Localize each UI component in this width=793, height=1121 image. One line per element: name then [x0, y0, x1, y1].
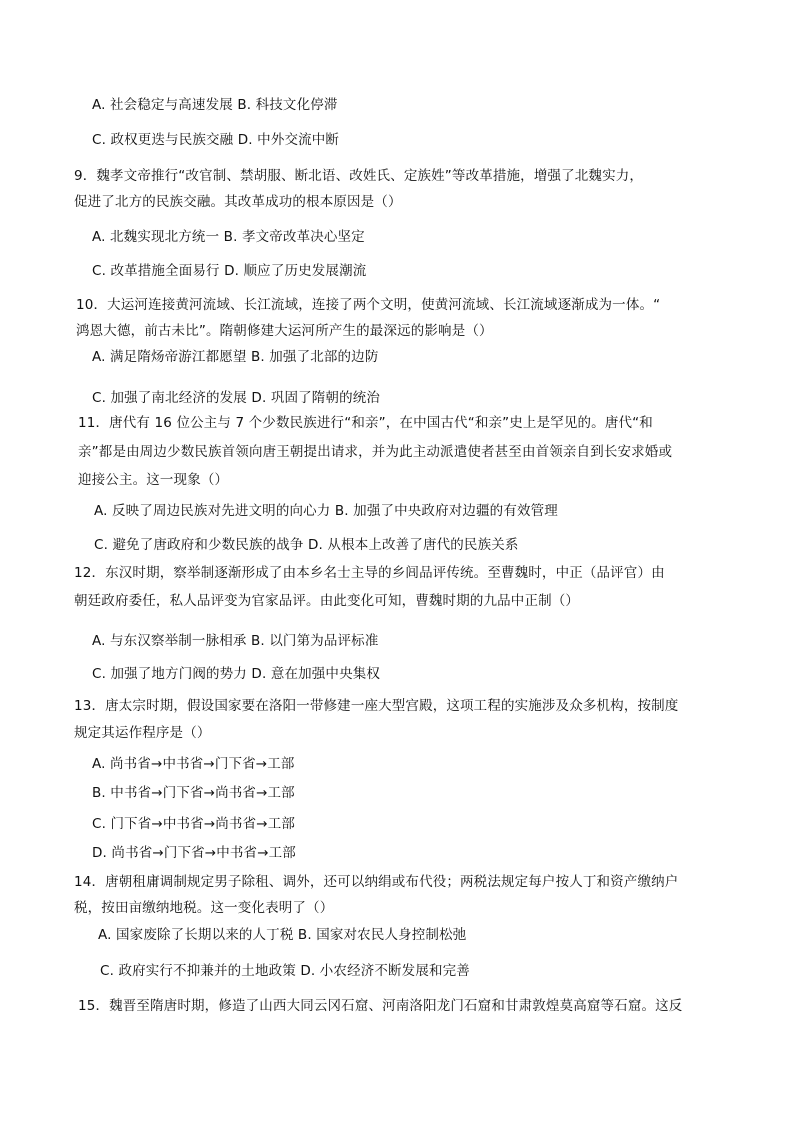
q11-options-cd: C. 避免了唐政府和少数民族的战争 D. 从根本上改善了唐代的民族关系 [94, 537, 519, 553]
q14-stem-line1: 14．唐朝租庸调制规定男子除租、调外，还可以纳绢或布代役；两税法规定每户按人丁和资产缴纳户 [74, 874, 679, 890]
q13-stem-line2: 规定其运作程序是（） [74, 725, 211, 741]
q9-stem-line1: 9．魏孝文帝推行“改官制、禁胡服、断北语、改姓氏、定族姓”等改革措施，增强了北魏实力， [74, 168, 644, 184]
q10-stem-line1: 10．大运河连接黄河流域、长江流域，连接了两个文明，使黄河流域、长江流域逐渐成为一体。“ [76, 297, 661, 313]
q12-options-ab: A. 与东汉察举制一脉相承 B. 以门第为品评标准 [92, 633, 379, 649]
q13-option-c: C. 门下省→中书省→尚书省→工部 [92, 816, 295, 832]
q8-options-ab: A. 社会稳定与高速发展 B. 科技文化停滞 [92, 97, 338, 113]
q13-option-b: B. 中书省→门下省→尚书省→工部 [92, 785, 295, 801]
q12-options-cd: C. 加强了地方门阀的势力 D. 意在加强中央集权 [92, 666, 381, 682]
q12-stem-line1: 12．东汉时期，察举制逐渐形成了由本乡名士主导的乡闾品评传统。至曹魏时，中正（品评官）由 [74, 565, 665, 581]
q11-stem-line3: 迎接公主。这一现象（） [78, 472, 229, 488]
q10-options-ab: A. 满足隋炀帝游江都愿望 B. 加强了北部的边防 [92, 349, 379, 365]
q12-stem-line2: 朝廷政府委任，私人品评变为官家品评。由此变化可知，曹魏时期的九品中正制（） [74, 593, 580, 609]
q10-stem-line2: 鸿恩大德，前古未比”。隋朝修建大运河所产生的最深远的影响是（） [76, 323, 493, 339]
q14-options-cd: C. 政府实行不抑兼并的土地政策 D. 小农经济不断发展和完善 [100, 963, 470, 979]
q10-options-cd: C. 加强了南北经济的发展 D. 巩固了隋朝的统治 [92, 390, 381, 406]
q14-options-ab: A. 国家废除了长期以来的人丁税 B. 国家对农民人身控制松弛 [98, 927, 467, 943]
q13-option-d: D. 尚书省→门下省→中书省→工部 [92, 845, 296, 861]
q9-options-cd: C. 改革措施全面易行 D. 顺应了历史发展潮流 [92, 263, 367, 279]
q13-option-a: A. 尚书省→中书省→门下省→工部 [92, 756, 295, 772]
q11-stem-line2: 亲”都是由周边少数民族首领向唐王朝提出请求，并为此主动派遣使者甚至由首领亲自到长安求婚或 [78, 444, 673, 460]
q11-stem-line1: 11．唐代有 16 位公主与 7 个少数民族进行“和亲”，在中国古代“和亲”史上是罕见的。唐代“和 [78, 415, 653, 431]
q13-stem-line1: 13．唐太宗时期，假设国家要在洛阳一带修建一座大型宫殿，这项工程的实施涉及众多机构，按制度 [74, 698, 679, 714]
q9-stem-line2: 促进了北方的民族交融。其改革成功的根本原因是（） [74, 194, 402, 210]
q9-options-ab: A. 北魏实现北方统一 B. 孝文帝改革决心坚定 [92, 229, 365, 245]
q11-options-ab: A. 反映了周边民族对先进文明的向心力 B. 加强了中央政府对边疆的有效管理 [94, 503, 558, 519]
q8-options-cd: C. 政权更迭与民族交融 D. 中外交流中断 [92, 132, 340, 148]
q14-stem-line2: 税，按田亩缴纳地税。这一变化表明了（） [74, 900, 334, 916]
q15-stem-line1: 15．魏晋至隋唐时期，修造了山西大同云冈石窟、河南洛阳龙门石窟和甘肃敦煌莫高窟等石窟。这反 [78, 998, 683, 1014]
